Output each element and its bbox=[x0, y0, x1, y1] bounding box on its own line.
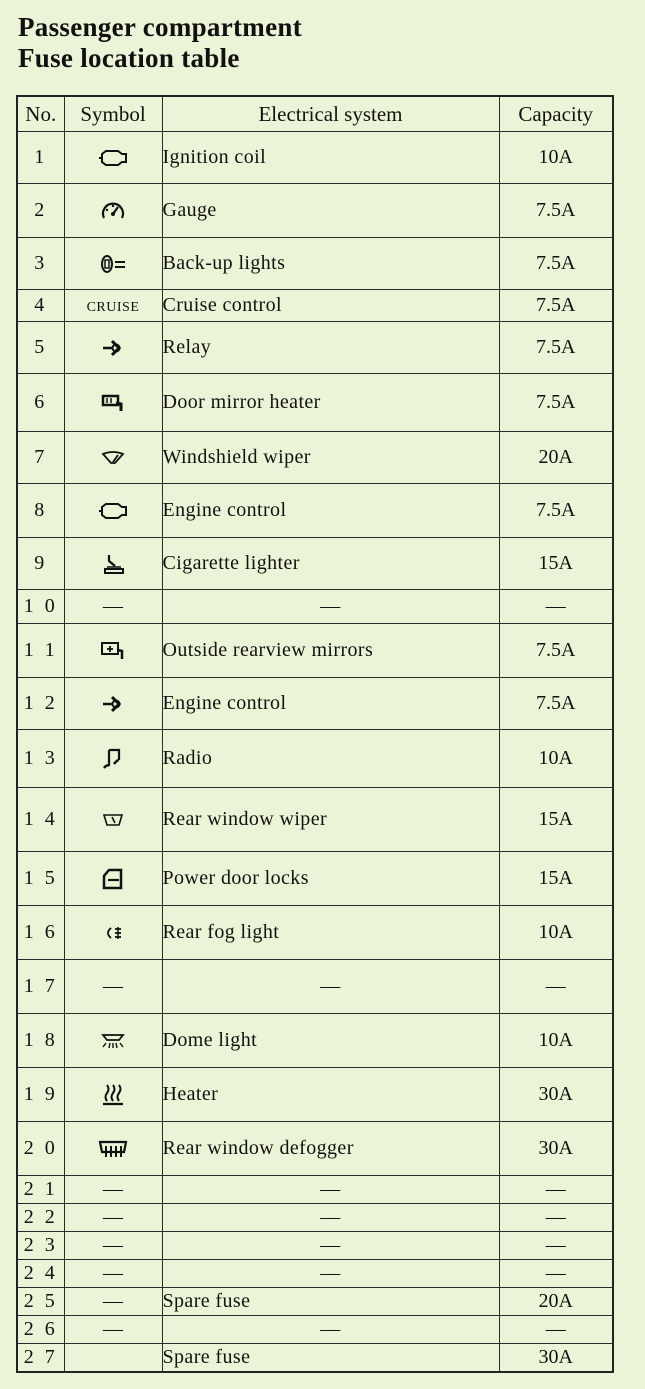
table-row bbox=[17, 184, 613, 238]
fuse-number: 3 bbox=[17, 238, 64, 290]
fuse-symbol bbox=[64, 1204, 162, 1232]
table-row bbox=[17, 1288, 613, 1316]
fuse-number: 6 bbox=[17, 374, 64, 432]
table-row bbox=[17, 290, 613, 322]
electrical-system: Door mirror heater bbox=[162, 374, 499, 432]
fuse-symbol bbox=[64, 906, 162, 960]
table-row bbox=[17, 1344, 613, 1372]
fuse-capacity: — bbox=[499, 1176, 613, 1204]
fuse-capacity: 7.5A bbox=[499, 484, 613, 538]
fuse-number: 7 bbox=[17, 432, 64, 484]
table-row bbox=[17, 432, 613, 484]
electrical-system: — bbox=[162, 590, 499, 624]
electrical-system: Outside rearview mirrors bbox=[162, 624, 499, 678]
fuse-capacity: 10A bbox=[499, 730, 613, 788]
cruise-symbol-text: CRUISE bbox=[86, 300, 140, 315]
title-line-2: Fuse location table bbox=[18, 43, 240, 73]
electrical-system: Relay bbox=[162, 322, 499, 374]
music-note-icon bbox=[101, 746, 125, 772]
fuse-number: 9 bbox=[17, 538, 64, 590]
fuse-number: 1 4 bbox=[17, 788, 64, 852]
fuse-number: 1 9 bbox=[17, 1068, 64, 1122]
table-row bbox=[17, 852, 613, 906]
heater-icon bbox=[99, 1082, 127, 1108]
fuse-number: 2 5 bbox=[17, 1288, 64, 1316]
table-row bbox=[17, 678, 613, 730]
fuse-capacity: 15A bbox=[499, 788, 613, 852]
electrical-system: Heater bbox=[162, 1068, 499, 1122]
fuse-capacity: 7.5A bbox=[499, 238, 613, 290]
cigarette-lighter-icon bbox=[99, 552, 127, 576]
header-capacity: Capacity bbox=[499, 96, 613, 132]
fuse-number: 1 5 bbox=[17, 852, 64, 906]
electrical-system: — bbox=[162, 1316, 499, 1344]
fuse-number: 1 8 bbox=[17, 1014, 64, 1068]
fuse-capacity: 10A bbox=[499, 906, 613, 960]
fuse-number: 1 3 bbox=[17, 730, 64, 788]
fuse-symbol bbox=[64, 1122, 162, 1176]
fuse-capacity: 7.5A bbox=[499, 374, 613, 432]
fuse-symbol bbox=[64, 1288, 162, 1316]
header-symbol: Symbol bbox=[64, 96, 162, 132]
empty-symbol-dash: — bbox=[103, 1290, 123, 1312]
table-row bbox=[17, 1122, 613, 1176]
fuse-symbol bbox=[64, 678, 162, 730]
fuse-capacity: 20A bbox=[499, 432, 613, 484]
electrical-system: Dome light bbox=[162, 1014, 499, 1068]
table-row bbox=[17, 624, 613, 678]
fuse-symbol bbox=[64, 184, 162, 238]
mirror-heater-icon bbox=[99, 392, 127, 414]
fuse-capacity: 7.5A bbox=[499, 678, 613, 730]
table-row bbox=[17, 1176, 613, 1204]
fuse-capacity: 10A bbox=[499, 1014, 613, 1068]
fuse-symbol bbox=[64, 238, 162, 290]
fog-light-icon bbox=[101, 924, 125, 942]
fuse-symbol bbox=[64, 1068, 162, 1122]
electrical-system: Rear window wiper bbox=[162, 788, 499, 852]
electrical-system: — bbox=[162, 1232, 499, 1260]
fuse-number: 5 bbox=[17, 322, 64, 374]
electrical-system: Power door locks bbox=[162, 852, 499, 906]
fuse-symbol bbox=[64, 1260, 162, 1288]
fuse-number: 1 6 bbox=[17, 906, 64, 960]
fuse-symbol bbox=[64, 432, 162, 484]
table-row bbox=[17, 1260, 613, 1288]
fuse-number: 2 6 bbox=[17, 1316, 64, 1344]
fuse-capacity: — bbox=[499, 1232, 613, 1260]
fuse-symbol bbox=[64, 590, 162, 624]
table-row bbox=[17, 788, 613, 852]
fuse-capacity: 30A bbox=[499, 1344, 613, 1372]
dome-light-icon bbox=[98, 1030, 128, 1052]
gauge-icon bbox=[100, 200, 126, 222]
header-system: Electrical system bbox=[162, 96, 499, 132]
table-row bbox=[17, 960, 613, 1014]
fuse-number: 1 7 bbox=[17, 960, 64, 1014]
relay-icon bbox=[100, 693, 126, 715]
table-row bbox=[17, 374, 613, 432]
table-row bbox=[17, 906, 613, 960]
fuse-capacity: — bbox=[499, 590, 613, 624]
fuse-table-body bbox=[17, 132, 613, 1372]
electrical-system: Rear window defogger bbox=[162, 1122, 499, 1176]
fuse-symbol bbox=[64, 322, 162, 374]
fuse-capacity: — bbox=[499, 1204, 613, 1232]
electrical-system: Windshield wiper bbox=[162, 432, 499, 484]
fuse-capacity: 7.5A bbox=[499, 624, 613, 678]
table-row bbox=[17, 484, 613, 538]
fuse-number: 1 1 bbox=[17, 624, 64, 678]
electrical-system: — bbox=[162, 1176, 499, 1204]
electrical-system: Engine control bbox=[162, 484, 499, 538]
table-row bbox=[17, 1232, 613, 1260]
fuse-capacity: 30A bbox=[499, 1068, 613, 1122]
fuse-number: 2 4 bbox=[17, 1260, 64, 1288]
relay-icon bbox=[100, 337, 126, 359]
door-lock-icon bbox=[99, 867, 127, 891]
fuse-symbol bbox=[64, 290, 162, 322]
fuse-capacity: 7.5A bbox=[499, 184, 613, 238]
electrical-system: — bbox=[162, 960, 499, 1014]
empty-symbol-dash: — bbox=[103, 1234, 123, 1256]
fuse-symbol bbox=[64, 538, 162, 590]
fuse-number: 2 7 bbox=[17, 1344, 64, 1372]
empty-symbol-dash: — bbox=[103, 1262, 123, 1284]
table-row bbox=[17, 132, 613, 184]
electrical-system: Spare fuse bbox=[162, 1288, 499, 1316]
fuse-symbol bbox=[64, 960, 162, 1014]
empty-symbol-dash: — bbox=[103, 975, 123, 997]
electrical-system: Cigarette lighter bbox=[162, 538, 499, 590]
fuse-number: 2 0 bbox=[17, 1122, 64, 1176]
electrical-system: Cruise control bbox=[162, 290, 499, 322]
fuse-symbol bbox=[64, 374, 162, 432]
electrical-system: Engine control bbox=[162, 678, 499, 730]
fuse-symbol bbox=[64, 1232, 162, 1260]
wiper-icon bbox=[99, 448, 127, 468]
header-no: No. bbox=[17, 96, 64, 132]
table-row bbox=[17, 590, 613, 624]
outside-mirror-icon bbox=[98, 639, 128, 663]
fuse-capacity: 7.5A bbox=[499, 322, 613, 374]
electrical-system: Spare fuse bbox=[162, 1344, 499, 1372]
fuse-capacity: — bbox=[499, 960, 613, 1014]
engine-icon bbox=[98, 500, 128, 522]
fuse-capacity: 10A bbox=[499, 132, 613, 184]
fuse-number: 1 2 bbox=[17, 678, 64, 730]
table-row bbox=[17, 1068, 613, 1122]
fuse-symbol bbox=[64, 484, 162, 538]
table-row bbox=[17, 1014, 613, 1068]
table-row bbox=[17, 322, 613, 374]
fuse-symbol bbox=[64, 788, 162, 852]
electrical-system: Radio bbox=[162, 730, 499, 788]
header-row bbox=[17, 96, 613, 132]
fuse-capacity: — bbox=[499, 1316, 613, 1344]
backup-light-icon bbox=[97, 253, 129, 275]
fuse-number: 2 1 bbox=[17, 1176, 64, 1204]
fuse-capacity: 15A bbox=[499, 538, 613, 590]
electrical-system: Back-up lights bbox=[162, 238, 499, 290]
electrical-system: — bbox=[162, 1260, 499, 1288]
fuse-number: 2 3 bbox=[17, 1232, 64, 1260]
fuse-symbol bbox=[64, 1316, 162, 1344]
empty-symbol-dash: — bbox=[103, 1318, 123, 1340]
fuse-table bbox=[16, 95, 614, 1373]
fuse-number: 8 bbox=[17, 484, 64, 538]
title-line-1: Passenger compartment bbox=[18, 12, 302, 42]
empty-symbol-dash: — bbox=[103, 1206, 123, 1228]
defogger-icon bbox=[96, 1138, 130, 1160]
electrical-system: Rear fog light bbox=[162, 906, 499, 960]
electrical-system: Gauge bbox=[162, 184, 499, 238]
electrical-system: Ignition coil bbox=[162, 132, 499, 184]
fuse-symbol bbox=[64, 1344, 162, 1372]
fuse-symbol bbox=[64, 852, 162, 906]
fuse-number: 2 2 bbox=[17, 1204, 64, 1232]
fuse-capacity: 7.5A bbox=[499, 290, 613, 322]
fuse-number: 1 bbox=[17, 132, 64, 184]
fuse-capacity: 15A bbox=[499, 852, 613, 906]
fuse-symbol bbox=[64, 624, 162, 678]
table-row bbox=[17, 730, 613, 788]
empty-symbol-dash: — bbox=[103, 1178, 123, 1200]
fuse-number: 1 0 bbox=[17, 590, 64, 624]
fuse-capacity: — bbox=[499, 1260, 613, 1288]
fuse-symbol bbox=[64, 132, 162, 184]
engine-icon bbox=[98, 147, 128, 169]
fuse-symbol bbox=[64, 730, 162, 788]
fuse-number: 2 bbox=[17, 184, 64, 238]
page-title bbox=[18, 12, 302, 74]
fuse-capacity: 30A bbox=[499, 1122, 613, 1176]
table-row bbox=[17, 538, 613, 590]
electrical-system: — bbox=[162, 1204, 499, 1232]
fuse-capacity: 20A bbox=[499, 1288, 613, 1316]
empty-symbol-dash: — bbox=[103, 595, 123, 617]
fuse-number: 4 bbox=[17, 290, 64, 322]
table-row bbox=[17, 238, 613, 290]
table-row bbox=[17, 1316, 613, 1344]
table-row bbox=[17, 1204, 613, 1232]
fuse-symbol bbox=[64, 1014, 162, 1068]
rear-wiper-icon bbox=[99, 810, 127, 830]
fuse-symbol bbox=[64, 1176, 162, 1204]
